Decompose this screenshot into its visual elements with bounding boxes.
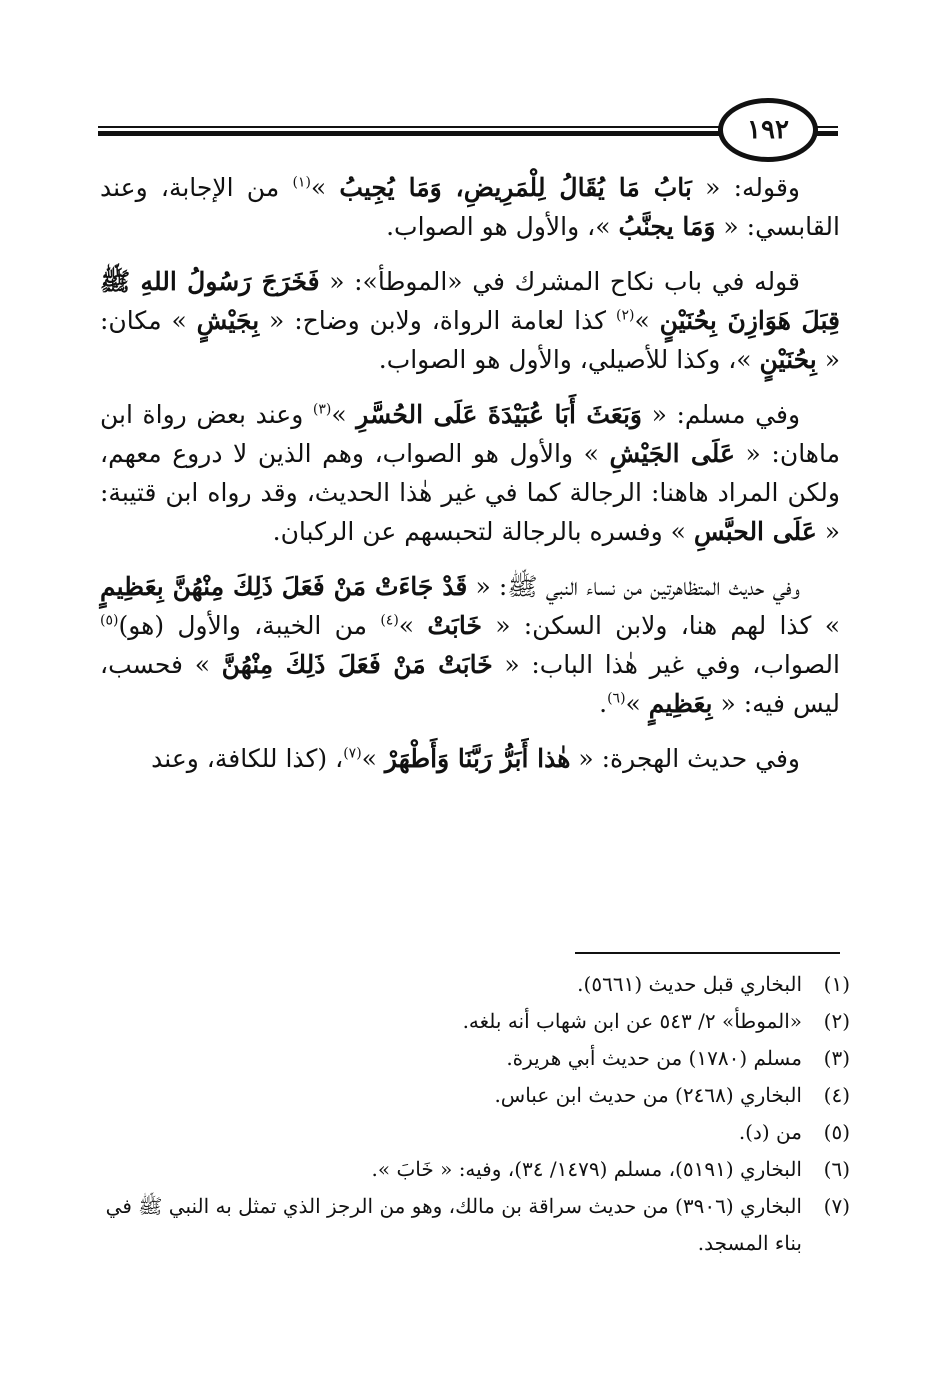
quoted-text: بَابُ مَا يُقَالُ لِلْمَرِيضِ، وَمَا يُجِيبُ (339, 173, 692, 202)
footnote-number: (٢) (823, 1009, 850, 1033)
footnote-ref: (٣) (312, 401, 332, 418)
footnote-text: البخاري قبل حديث (٥٦٦١). (577, 972, 802, 996)
footnote (100, 1040, 850, 1077)
footnote-number: (١) (823, 972, 850, 996)
text-segment: . (599, 689, 608, 718)
text-segment: » وفسره بالرجالة لتحبسهم عن الركبان. (272, 517, 694, 546)
text-segment: وفي حديث المتظاهرتين من نساء النبي ﷺ: « (467, 572, 800, 601)
quoted-text: بِحُنَيْنٍ (759, 345, 817, 374)
paragraph (100, 567, 840, 723)
footnote (100, 1114, 850, 1151)
quoted-text: عَلَى الحبَّسِ (693, 517, 817, 546)
text-segment: وفي مسلم: « (641, 400, 801, 429)
footnote (100, 1151, 850, 1188)
text-segment: وقوله: « (691, 173, 800, 202)
paragraph (100, 395, 840, 551)
footnote-text: «الموطأ» ٢/ ٥٤٣ عن ابن شهاب أنه بلغه. (462, 1009, 802, 1033)
text-segment: وفي حديث الهجرة: « (570, 744, 800, 773)
text-segment: » (398, 611, 428, 640)
text-segment: » (310, 173, 340, 202)
quoted-text: عَلَى الجَيْشِ (609, 439, 735, 468)
footnote-ref: (٢) (615, 307, 635, 324)
text-segment: وعند بعض رواة ابن ماهان: « (100, 400, 841, 468)
quoted-text: وَمَا يجنَّبُ (618, 212, 716, 241)
footnote-text: مسلم (١٧٨٠) من حديث أبي هريرة. (506, 1046, 802, 1070)
footnote-ref: (٥) (100, 612, 119, 629)
footnote-ref: (٧) (343, 745, 362, 762)
text-segment: » (361, 744, 385, 773)
text-segment: كذا لعامة الرواة، ولابن وضاح: « (259, 306, 616, 335)
text-segment: » (625, 689, 649, 718)
footnote-text: من (د). (738, 1120, 802, 1144)
footnote-ref: (٦) (607, 690, 626, 707)
text-segment: »، وكذا للأصيلي، والأول هو الصواب. (378, 345, 760, 374)
text-segment: ، (كذا للكافة، وعند (151, 744, 344, 773)
quoted-text: بِجَيْشٍ (196, 306, 260, 335)
quoted-text: بِعَظِيمٍ (648, 689, 713, 718)
quoted-text: خَابَتْ (427, 611, 482, 640)
footnote-text: البخاري (٣٩٠٦) من حديث سراقة بن مالك، وهو من الرجز الذي تمثل به النبي ﷺ في بناء المسجد. (105, 1194, 802, 1255)
text-segment: قوله في باب نكاح المشرك في «الموطأ»: « (319, 267, 800, 296)
paragraph (100, 168, 840, 246)
footnote-text: البخاري (٢٤٦٨) من حديث ابن عباس. (494, 1083, 802, 1107)
footnote (100, 1077, 850, 1114)
paragraph (100, 262, 840, 379)
footnote-number: (٤) (823, 1083, 850, 1107)
text-segment: من الإجابة، وعند القابسي: « (100, 173, 840, 241)
text-segment: » كذا لهم هنا، ولابن السكن: « (481, 611, 840, 640)
text-segment: » والأول هو الصواب، وهم الذين لا دروع معهم، ولكن المراد هاهنا: الرجالة كما في غير هٰذا الحديث، وقد رواه ابن قتيبة: « (100, 439, 840, 546)
text-segment: » فحسب، ليس فيه: « (100, 650, 840, 718)
text-segment: » (634, 306, 660, 335)
page-number: ١٩٢ (718, 98, 818, 162)
main-text (100, 168, 840, 794)
text-segment: من الخيبة، والأول (هو) (118, 611, 381, 640)
footnote-text: البخاري (٥١٩١)، مسلم (١٤٧٩/ ٣٤)، وفيه: « خَابَ ». (371, 1157, 802, 1181)
footnote-ref: (٤) (380, 612, 399, 629)
text-segment: الصواب، وفي غير هٰذا الباب: « (492, 650, 840, 679)
quoted-text: وَبَعَثَ أَبَا عُبَيْدَةَ عَلَى الحُسَّرِ (356, 400, 642, 429)
quoted-text: فَخَرَجَ رَسُولُ اللهِ ﷺ قِبَلَ هَوَازِنَ بِحُنَيْنٍ (100, 267, 840, 335)
footnote-number: (٧) (823, 1194, 850, 1218)
footnote (100, 1188, 850, 1262)
footnote-number: (٥) (823, 1120, 850, 1144)
footnote-separator (575, 952, 840, 954)
footnote (100, 966, 850, 1003)
quoted-text: قَدْ جَاءَتْ مَنْ فَعَلَ ذَلِكَ مِنْهُنَّ بِعَظِيمٍ (100, 572, 468, 601)
text-segment: »، والأول هو الصواب. (386, 212, 619, 241)
quoted-text: خَابَتْ مَنْ فَعَلَ ذَلِكَ مِنْهُنَّ (221, 650, 493, 679)
quoted-text: هٰذا أَبَرُّ رَبَّنَا وَأَطْهَرْ (384, 744, 571, 773)
paragraph (100, 739, 840, 778)
footnote-ref: (١) (292, 174, 311, 191)
footnote (100, 1003, 850, 1040)
footnote-number: (٦) (823, 1157, 850, 1181)
footnote-number: (٣) (823, 1046, 850, 1070)
footnotes (100, 966, 850, 1262)
text-segment: » (331, 400, 357, 429)
text-segment: » مكان: « (100, 306, 840, 374)
